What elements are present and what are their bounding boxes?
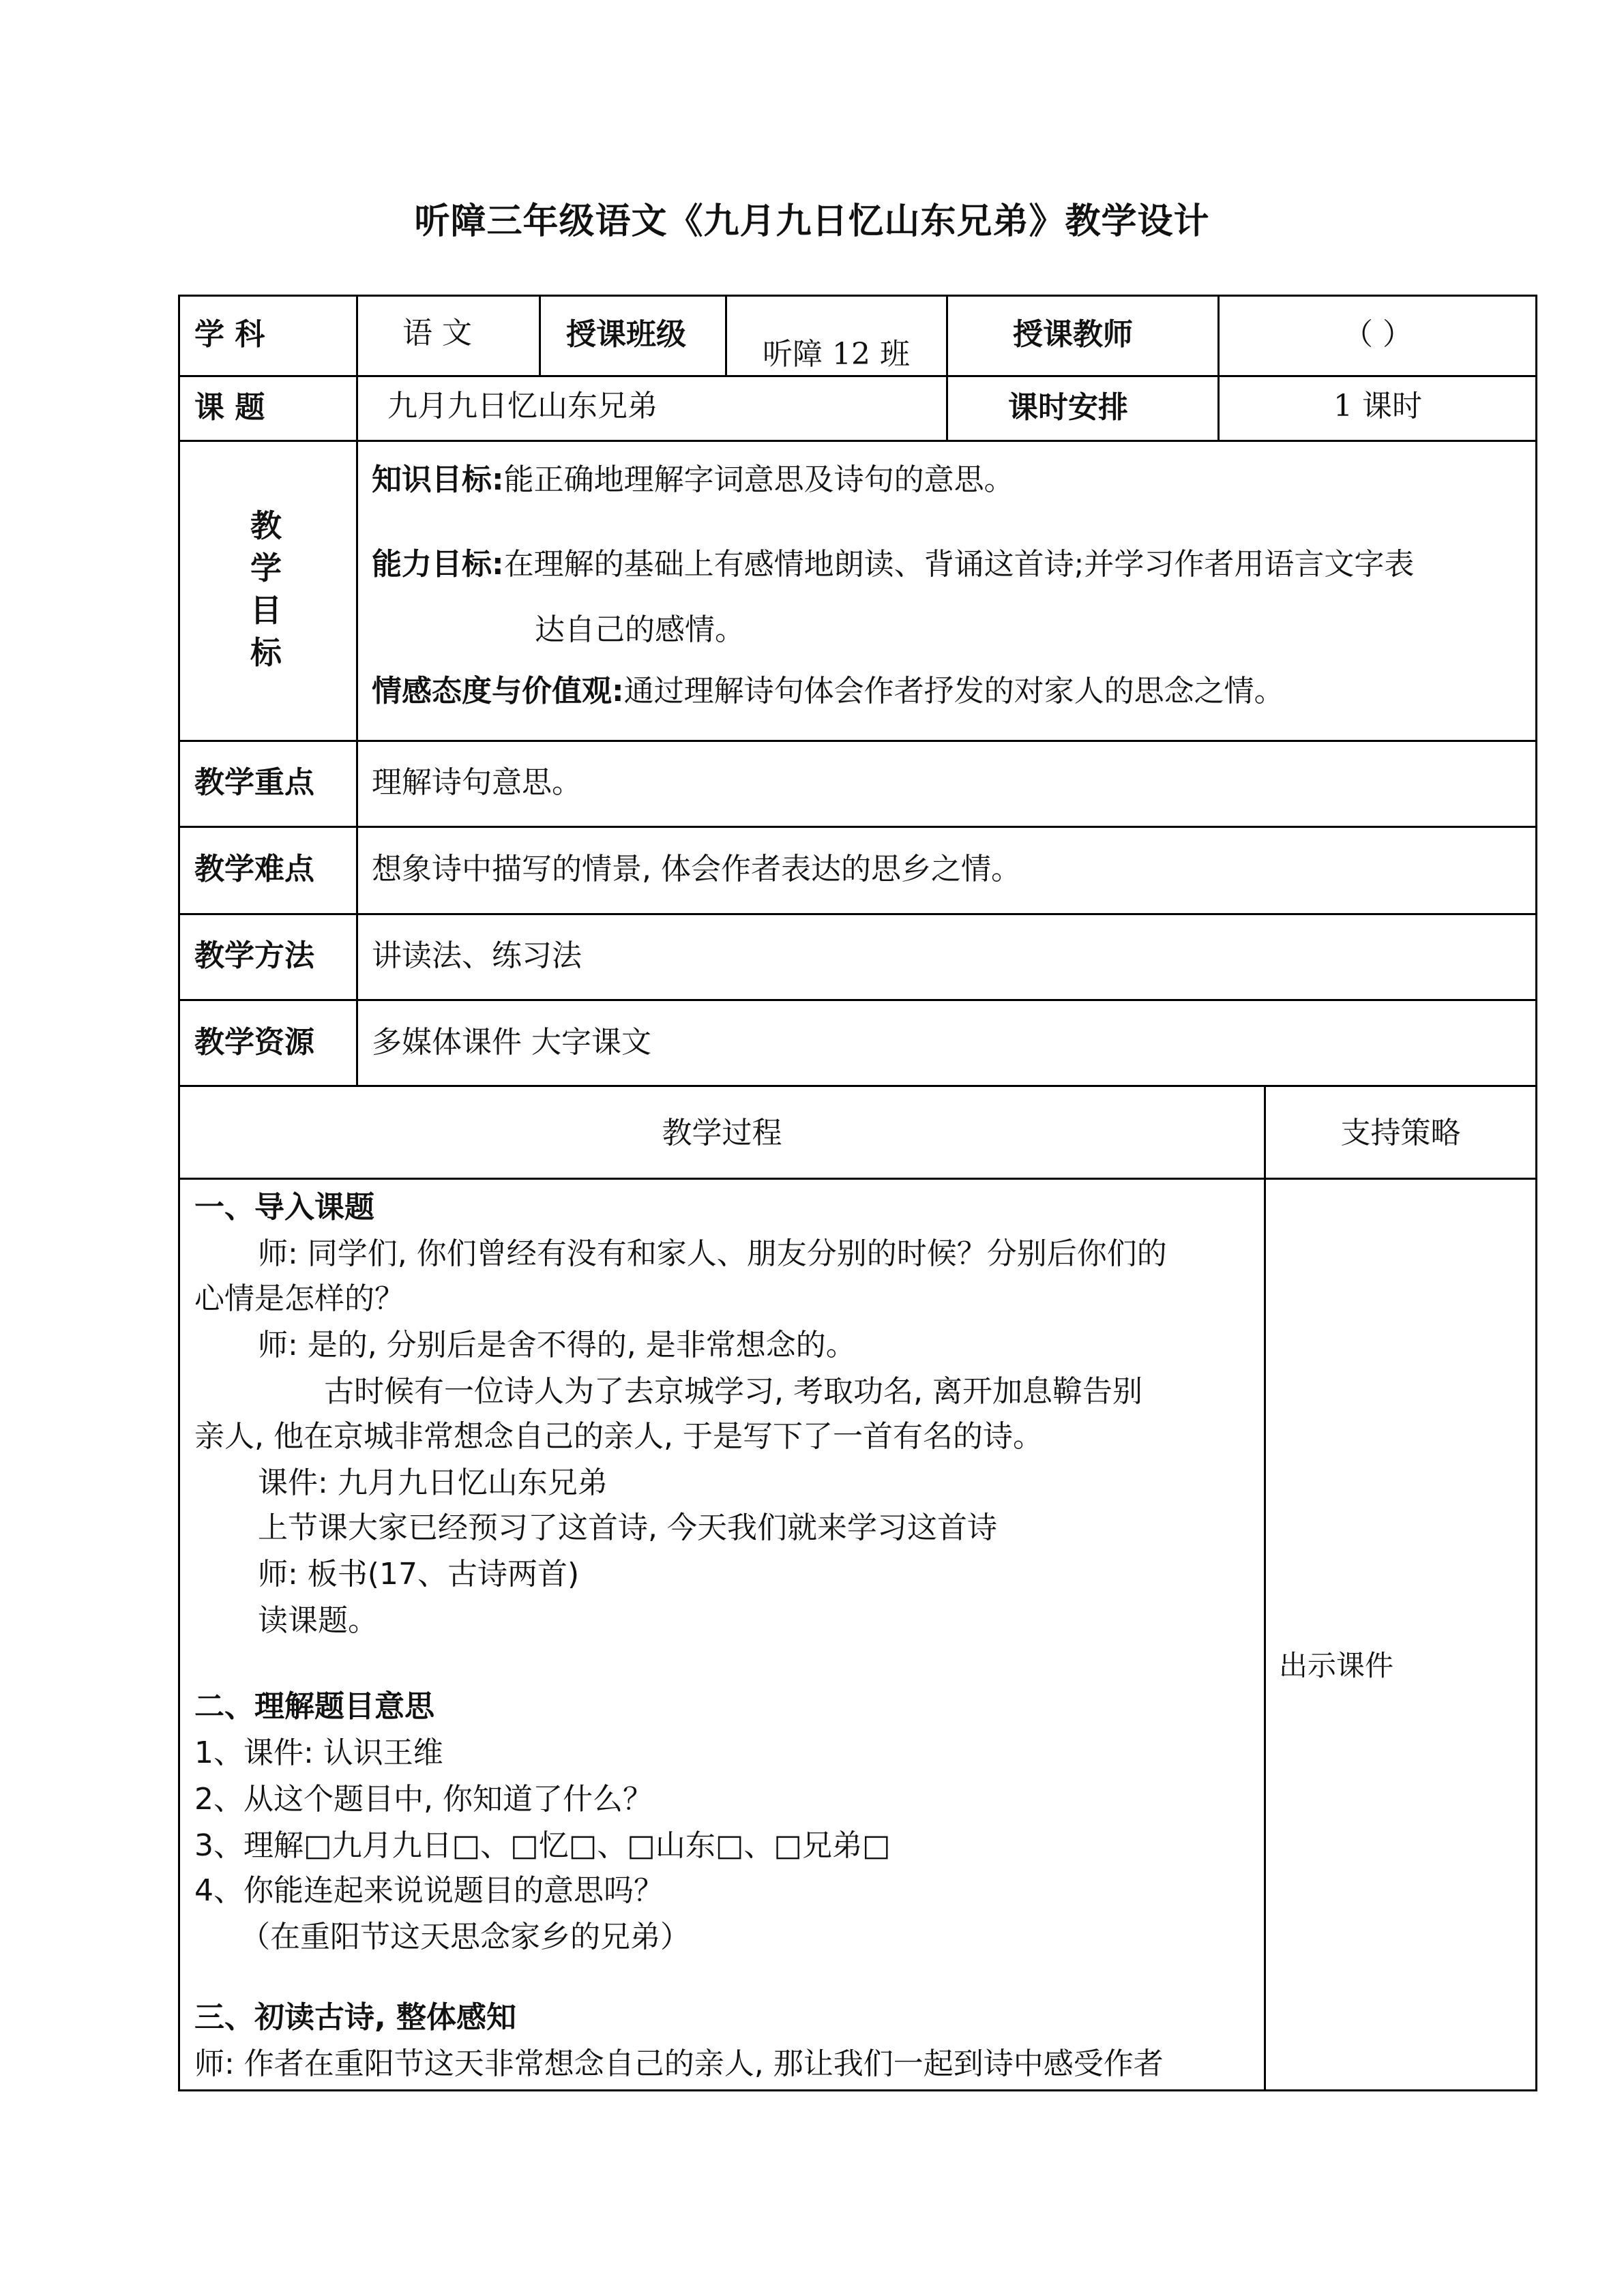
emotion-objective-label: 情感态度与价值观: <box>372 674 624 709</box>
table-border <box>178 440 1537 442</box>
table-border <box>178 1178 1537 1180</box>
process-line: 3、理解□九月九日□、□忆□、□山东□、□兄弟□ <box>194 1828 891 1863</box>
table-border <box>539 295 541 377</box>
process-line: 师: 是的, 分别后是舍不得的, 是非常想念的。 <box>258 1328 856 1362</box>
hours-label: 课时安排 <box>1008 390 1128 425</box>
key-points-label: 教学重点 <box>194 765 314 800</box>
table-border <box>1264 1085 1266 2091</box>
emotion-objective-text: 通过理解诗句体会作者抒发的对家人的思念之情。 <box>623 674 1284 709</box>
table-border <box>725 295 727 377</box>
process-line: 师: 作者在重阳节这天非常想念自己的亲人, 那让我们一起到诗中感受作者 <box>194 2046 1164 2081</box>
ability-objective <box>372 547 1414 583</box>
subject-label: 学 科 <box>194 317 265 352</box>
teacher-value: （ ） <box>1343 317 1413 352</box>
section-heading: 二、理解题目意思 <box>194 1689 434 1724</box>
process-line: 师: 板书(17、古诗两首) <box>258 1557 580 1592</box>
process-line: 古时候有一位诗人为了去京城学习, 考取功名, 离开加息鞥告别 <box>324 1374 1142 1409</box>
topic-label: 课 题 <box>194 390 265 425</box>
ability-objective-continued: 达自己的感情。 <box>535 612 745 647</box>
table-border <box>178 999 1537 1001</box>
knowledge-objective <box>372 462 1014 498</box>
difficulties-label: 教学难点 <box>194 852 314 886</box>
difficulties-value: 想象诗中描写的情景, 体会作者表达的思乡之情。 <box>372 852 1021 886</box>
emotion-objective <box>372 674 1284 710</box>
ability-objective-text: 在理解的基础上有感情地朗读、背诵这首诗;并学习作者用语言文字表 <box>503 547 1415 582</box>
methods-value: 讲读法、练习法 <box>372 938 582 973</box>
process-line: 师: 同学们, 你们曾经有没有和家人、朋友分别的时候？分别后你们的 <box>258 1236 1167 1271</box>
objectives-label-char: 标 <box>250 634 282 671</box>
table-border <box>178 1085 1537 1087</box>
strategy-header: 支持策略 <box>1340 1116 1461 1150</box>
teacher-label: 授课教师 <box>1013 317 1133 352</box>
methods-label: 教学方法 <box>194 938 314 973</box>
table-border <box>946 295 948 442</box>
process-line: 课件: 九月九日忆山东兄弟 <box>258 1465 608 1500</box>
table-border <box>356 295 358 1087</box>
table-border <box>178 375 1537 377</box>
process-line: 亲人, 他在京城非常想念自己的亲人, 于是写下了一首有名的诗。 <box>194 1419 1043 1454</box>
subject-value: 语 文 <box>402 316 472 351</box>
process-line: 上节课大家已经预习了这首诗, 今天我们就来学习这首诗 <box>258 1510 997 1545</box>
key-points-value: 理解诗句意思。 <box>372 765 582 800</box>
process-line: 1、课件: 认识王维 <box>194 1735 443 1770</box>
resources-value: 多媒体课件 大字课文 <box>372 1025 651 1060</box>
table-border <box>1535 295 1537 2091</box>
table-border <box>1217 295 1220 442</box>
page-title: 听障三年级语文《九月九日忆山东兄弟》教学设计 <box>414 201 1210 242</box>
strategy-note: 出示课件 <box>1279 1649 1394 1682</box>
section-heading: 三、初读古诗, 整体感知 <box>194 2000 517 2035</box>
objectives-label-char: 目 <box>250 592 282 629</box>
process-line: 心情是怎样的？ <box>194 1281 404 1316</box>
resources-label: 教学资源 <box>194 1025 314 1060</box>
process-line: 读课题。 <box>258 1603 378 1638</box>
topic-value: 九月九日忆山东兄弟 <box>387 389 658 423</box>
section-heading: 一、导入课题 <box>194 1190 374 1225</box>
process-line: 4、你能连起来说说题目的意思吗？ <box>194 1873 664 1908</box>
table-border <box>178 826 1537 828</box>
knowledge-objective-label: 知识目标: <box>372 462 504 497</box>
table-border <box>178 295 180 2091</box>
table-border <box>178 295 1537 297</box>
hours-value: 1 课时 <box>1333 389 1422 423</box>
class-value: 听障 12 班 <box>763 337 910 372</box>
objectives-label-char: 学 <box>250 550 282 586</box>
process-line: 2、从这个题目中, 你知道了什么？ <box>194 1782 653 1817</box>
process-header: 教学过程 <box>662 1116 782 1150</box>
objectives-label-char: 教 <box>250 507 282 544</box>
table-border <box>178 740 1537 742</box>
knowledge-objective-text: 能正确地理解字词意思及诗句的意思。 <box>503 462 1014 497</box>
process-line: （在重阳节这天思念家乡的兄弟） <box>240 1920 690 1954</box>
ability-objective-label: 能力目标: <box>372 547 504 582</box>
class-label: 授课班级 <box>566 317 686 352</box>
table-border <box>178 913 1537 915</box>
table-border <box>178 2089 1537 2091</box>
